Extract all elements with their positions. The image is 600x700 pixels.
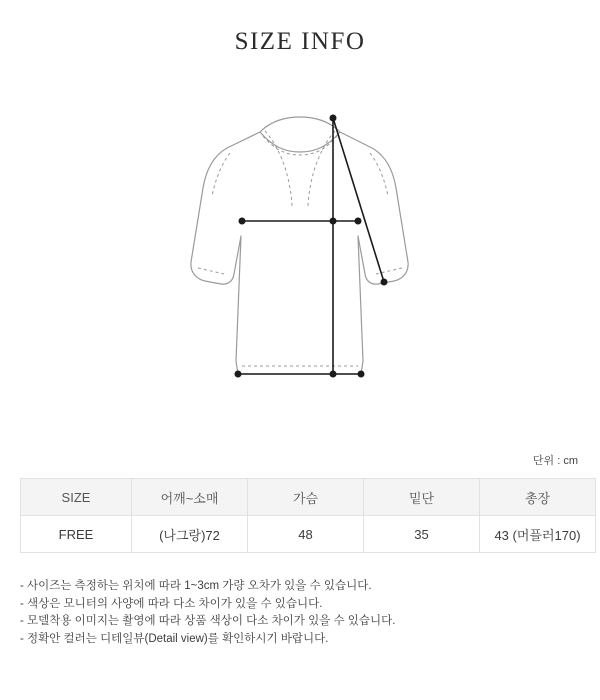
cell-size: FREE xyxy=(21,516,132,553)
cell-total-length: 43 (머플러170) xyxy=(480,516,596,553)
cell-shoulder-sleeve: (나그랑)72 xyxy=(132,516,248,553)
unit-label: 단위 : cm xyxy=(532,455,578,467)
column-header-hem: 밑단 xyxy=(364,479,480,516)
garment-diagram xyxy=(150,96,450,416)
table-row xyxy=(21,516,596,553)
page-title: SIZE INFO xyxy=(234,28,366,55)
cell-hem: 35 xyxy=(364,516,480,553)
column-header-shoulder-sleeve: 어깨~소매 xyxy=(132,479,248,516)
note-item: - 사이즈는 측정하는 위치에 따라 1~3cm 가량 오차가 있을 수 있습니다. xyxy=(20,580,372,592)
column-header-size: SIZE xyxy=(21,479,132,516)
note-item: - 색상은 모니터의 사양에 따라 다소 차이가 있을 수 있습니다. xyxy=(20,597,323,610)
size-table xyxy=(20,478,596,553)
notes-list xyxy=(20,578,580,648)
table-header-row xyxy=(21,479,596,516)
column-header-total-length: 총장 xyxy=(480,479,596,516)
column-header-chest: 가슴 xyxy=(248,479,364,516)
note-item: - 모델착용 이미지는 촬영에 따라 상품 색상이 다소 차이가 있을 수 있습니다. xyxy=(20,615,396,627)
cell-chest: 48 xyxy=(248,516,364,553)
note-item: - 정확안 컬러는 디테일뷰(Detail view)를 확인하시기 바랍니다. xyxy=(20,632,329,645)
